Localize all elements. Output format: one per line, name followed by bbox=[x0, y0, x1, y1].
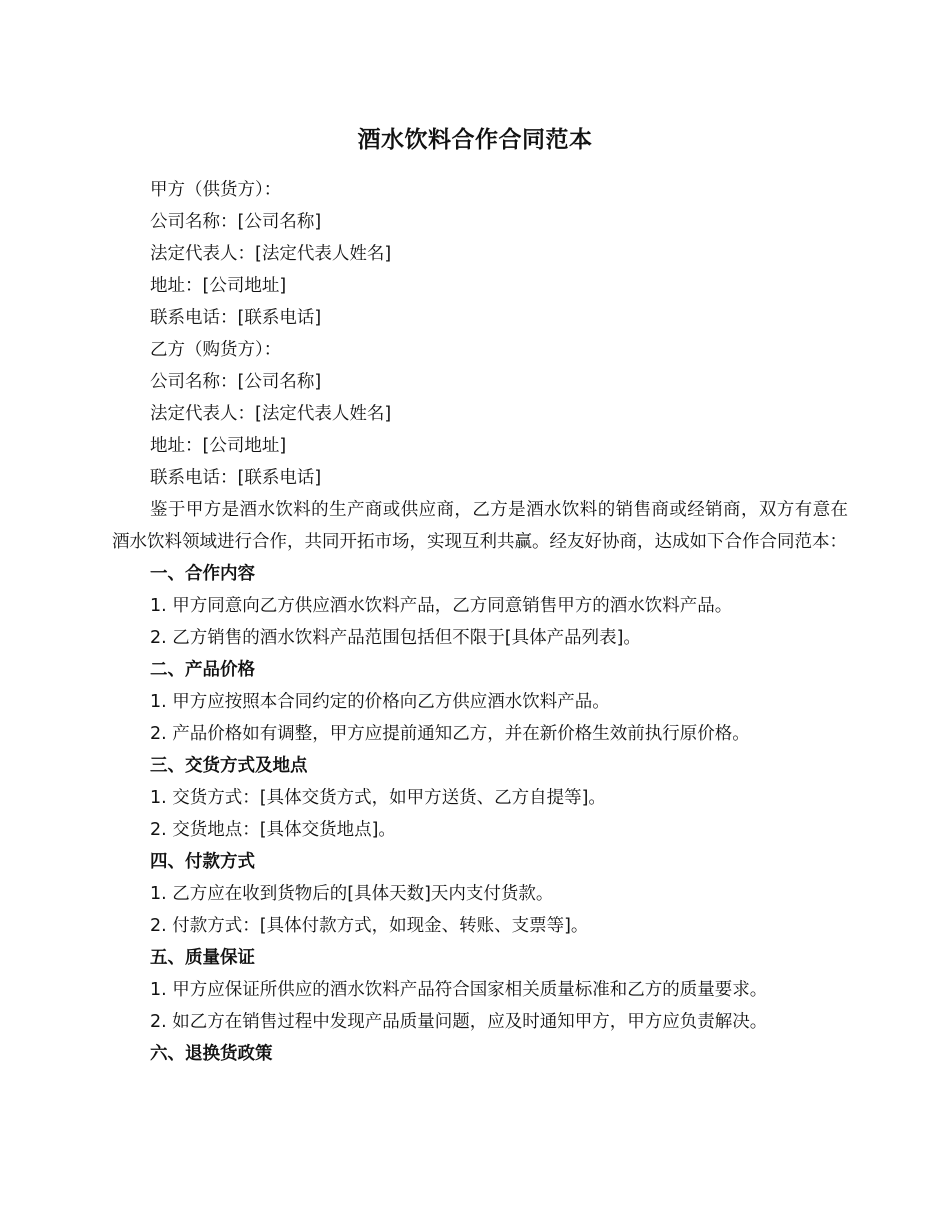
section-item: 2. 产品价格如有调整，甲方应提前通知乙方，并在新价格生效前执行原价格。 bbox=[150, 724, 750, 744]
party-b-representative: 法定代表人：[法定代表人姓名] bbox=[150, 404, 392, 424]
document-title: 酒水饮料合作合同范本 bbox=[357, 127, 593, 153]
section-item: 1. 甲方同意向乙方供应酒水饮料产品，乙方同意销售甲方的酒水饮料产品。 bbox=[150, 596, 733, 616]
section-heading: 五、质量保证 bbox=[150, 948, 255, 968]
section-item: 1. 甲方应按照本合同约定的价格向乙方供应酒水饮料产品。 bbox=[150, 692, 610, 712]
section-heading: 二、产品价格 bbox=[150, 660, 255, 680]
document-body bbox=[112, 174, 848, 1070]
section-item: 1. 乙方应在收到货物后的[具体天数]天内支付货款。 bbox=[150, 884, 554, 904]
party-a-address: 地址：[公司地址] bbox=[150, 276, 287, 296]
party-a-company: 公司名称：[公司名称] bbox=[150, 212, 322, 232]
party-a-header: 甲方（供货方）： bbox=[150, 180, 282, 200]
section-item: 1. 甲方应保证所供应的酒水饮料产品符合国家相关质量标准和乙方的质量要求。 bbox=[150, 980, 768, 1000]
section-item: 2. 如乙方在销售过程中发现产品质量问题，应及时通知甲方，甲方应负责解决。 bbox=[150, 1012, 768, 1032]
section-heading: 三、交货方式及地点 bbox=[150, 756, 308, 776]
section-item: 2. 交货地点：[具体交货地点]。 bbox=[150, 820, 396, 840]
section-heading: 四、付款方式 bbox=[150, 852, 255, 872]
section-heading: 一、合作内容 bbox=[150, 564, 255, 584]
party-b-address: 地址：[公司地址] bbox=[150, 436, 287, 456]
party-a-representative: 法定代表人：[法定代表人姓名] bbox=[150, 244, 392, 264]
party-a-phone: 联系电话：[联系电话] bbox=[150, 308, 322, 328]
party-b-header: 乙方（购货方）： bbox=[150, 340, 282, 360]
preamble-paragraph: 鉴于甲方是酒水饮料的生产商或供应商，乙方是酒水饮料的销售商或经销商，双方有意在酒水饮料领域进行合作，共同开拓市场，实现互利共赢。经友好协商，达成如下合作合同范本： bbox=[112, 500, 848, 552]
party-b-phone: 联系电话：[联系电话] bbox=[150, 468, 322, 488]
section-item: 2. 乙方销售的酒水饮料产品范围包括但不限于[具体产品列表]。 bbox=[150, 628, 641, 648]
section-heading: 六、退换货政策 bbox=[150, 1044, 273, 1064]
party-b-company: 公司名称：[公司名称] bbox=[150, 372, 322, 392]
section-item: 1. 交货方式：[具体交货方式，如甲方送货、乙方自提等]。 bbox=[150, 788, 606, 808]
section-item: 2. 付款方式：[具体付款方式，如现金、转账、支票等]。 bbox=[150, 916, 589, 936]
